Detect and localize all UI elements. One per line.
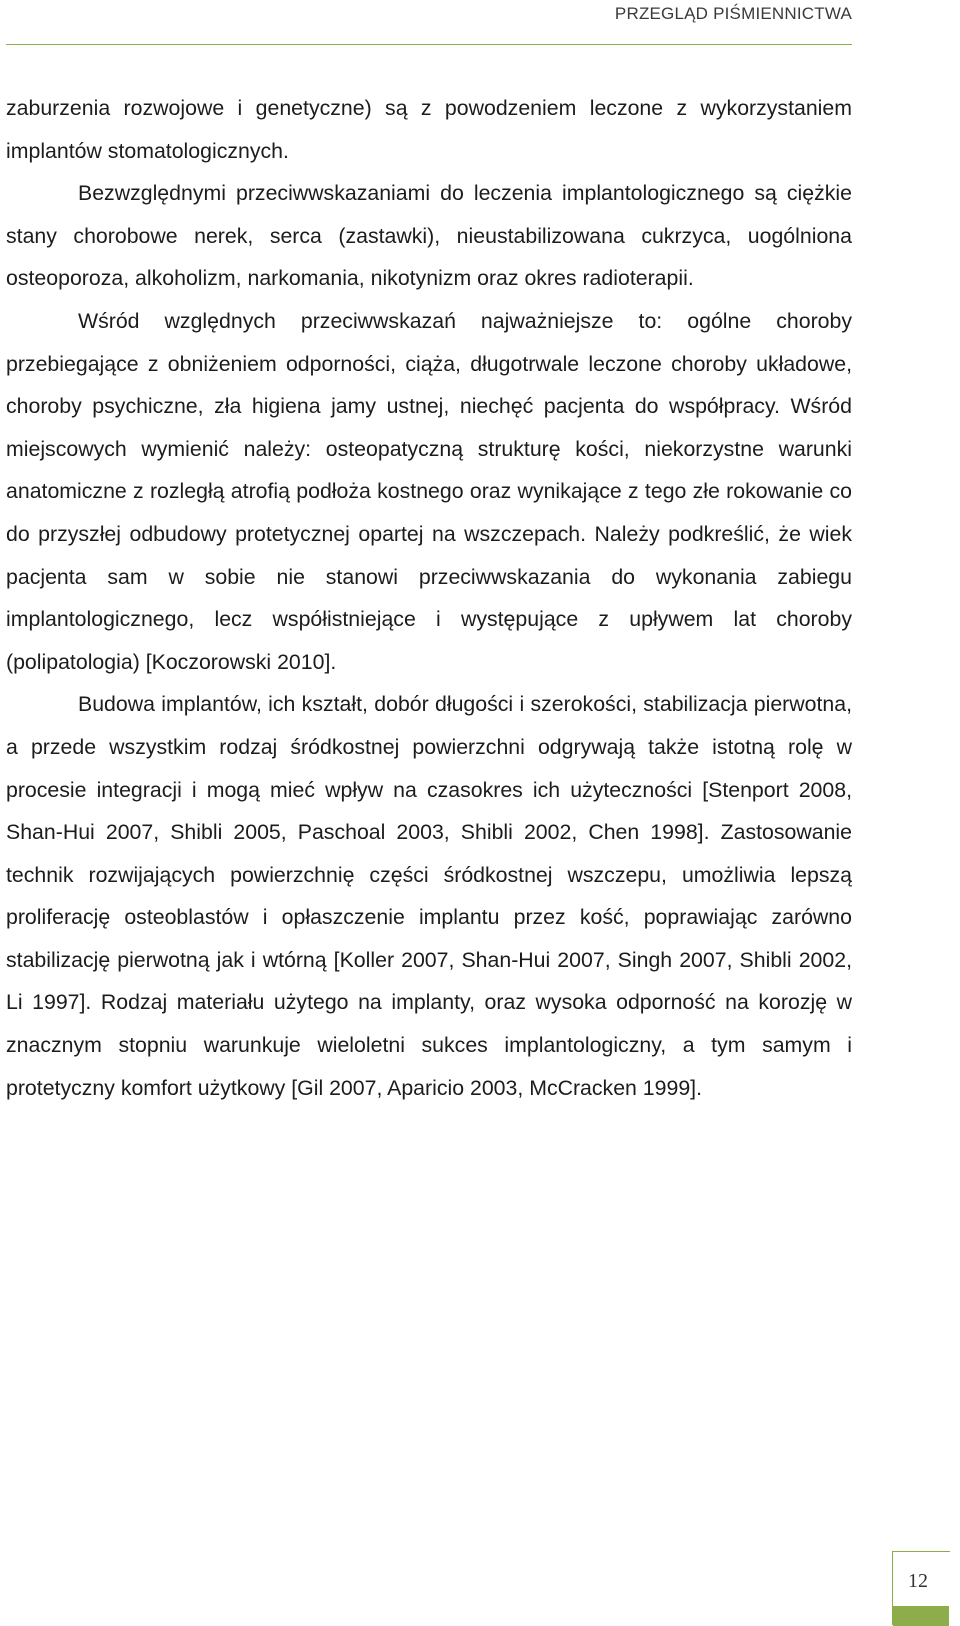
paragraph: Wśród względnych przeciwwskazań najważniejsze to: ogólne choroby przebiegające z obniżeniem odporności, ciąża, długotrwale leczone choroby układowe, choroby psychiczne, zła higiena jamy ustnej, niechęć pacjenta do współpracy. Wśród miejscowych wymienić należy: osteopatyczną strukturę kości, niekorzystne warunki anatomiczne z rozległą atrofią podłoża kostnego oraz wynikające z tego złe rokowanie co do przyszłej odbudowy protetycznej opartej na wszczepach. Należy podkreślić, że wiek pacjenta sam w sobie nie stanowi przeciwwskazania do wykonania zabiegu implantologicznego, lecz współistniejące i występujące z upływem lat choroby (polipatologia) [Koczorowski 2010].: [6, 308, 852, 674]
page-number: 12: [908, 1570, 928, 1592]
running-header: PRZEGLĄD PIŚMIENNICTWA: [614, 4, 852, 23]
header-divider: [6, 44, 852, 45]
paragraph: Bezwzględnymi przeciwwskazaniami do leczenia implantologicznego są ciężkie stany chorobowe nerek, serca (zastawki), nieustabilizowana cukrzyca, uogólniona osteoporoza, alkoholizm, narkomania, nikotynizm oraz okres radioterapii.: [6, 181, 852, 291]
paragraph: zaburzenia rozwojowe i genetyczne) są z powodzeniem leczone z wykorzystaniem implantów stomatologicznych.: [6, 96, 852, 163]
paragraph: Budowa implantów, ich kształt, dobór długości i szerokości, stabilizacja pierwotna, a przede wszystkim rodzaj śródkostnej powierzchni odgrywają także istotną rolę w procesie integracji i mogą mieć wpływ na czasokres ich użyteczności [Stenport 2008, Shan-Hui 2007, Shibli 2005, Paschoal 2003, Shibli 2002, Chen 1998]. Zastosowanie technik rozwijających powierzchnię części śródkostnej wszczepu, umożliwia lepszą proliferację osteoblastów i opłaszczenie implantu przez kość, poprawiając zarówno stabilizację pierwotną jak i wtórną [Koller 2007, Shan-Hui 2007, Singh 2007, Shibli 2002, Li 1997]. Rodzaj materiału użytego na implanty, oraz wysoka odporność na korozję w znacznym stopniu warunkuje wieloletni sukces implantologiczny, a tym samym i protetyczny komfort użytkowy [Gil 2007, Aparicio 2003, McCracken 1999].: [6, 692, 852, 1100]
page-number-accent-bar: [893, 1606, 949, 1626]
page-number-box: [892, 1551, 950, 1625]
document-body: [6, 87, 852, 1109]
